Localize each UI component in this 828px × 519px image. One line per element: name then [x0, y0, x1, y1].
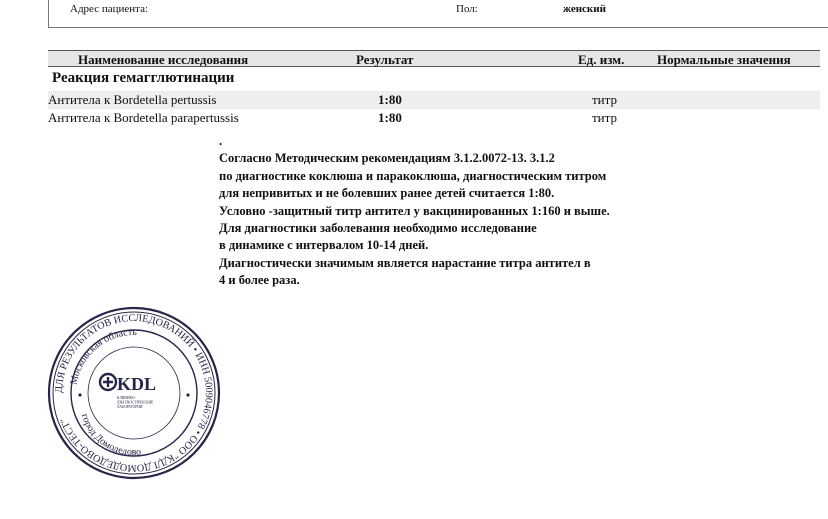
kdl-logo-icon [100, 374, 156, 409]
row-test-name: Антитела к Bordetella parapertussis [48, 110, 239, 125]
note-dot: . [219, 134, 223, 148]
section-title: Реакция гемагглютинации [52, 70, 235, 86]
note-line: для непривитых и не болевших ранее детей считается 1:80. [219, 186, 555, 201]
row-unit: титр [592, 92, 617, 107]
row-result: 1:80 [378, 110, 402, 125]
row-unit: титр [592, 110, 617, 125]
header-unit: Ед. изм. [578, 52, 625, 67]
note-line: Для диагностики заболевания необходимо исследование [219, 221, 537, 236]
row-test-name: Антитела к Bordetella pertussis [48, 92, 217, 107]
patient-address-label: Адрес пациента: [70, 3, 149, 15]
stamp-logo-caption-3: ЛАБОРАТОРИИ [117, 405, 143, 409]
header-test-name: Наименование исследования [78, 52, 249, 67]
stamp-outer-textpath: ДЛЯ РЕЗУЛЬТАТОВ ИССЛЕДОВАНИЙ • ИНН 5009046778 • ООО "КДЛ ДОМОДЕДОВО-ТЕСТ" [53, 312, 215, 474]
stamp-logo-text: KDL [117, 374, 157, 394]
note-line: Условно -защитный титр антител у вакцинированных 1:160 и выше. [219, 203, 610, 218]
row-result: 1:80 [378, 92, 402, 107]
stamp-inner-top-textpath: Московская область [68, 326, 137, 386]
header-result: Результат [356, 52, 414, 67]
patient-info-box [48, 0, 828, 28]
note-line: Согласно Методическим рекомендациям 3.1.2.0072-13. 3.1.2 [219, 151, 555, 166]
stamp-logo-caption-2: ДИАГНОСТИЧЕСКИЕ [117, 400, 154, 405]
note-line: 4 и более раза. [219, 273, 300, 288]
note-line: по диагностике коклюша и паракоклюша, диагностическим титром [219, 168, 607, 183]
results-table-header [48, 50, 820, 67]
stamp-logo-caption-1: КЛИНИКО- [117, 396, 136, 400]
laboratory-stamp [46, 305, 222, 481]
header-normal-values: Нормальные значения [657, 52, 791, 67]
patient-sex-value: женский [563, 3, 606, 15]
table-row [48, 91, 820, 109]
methodology-note [219, 133, 610, 290]
stamp-inner-bottom-textpath: город Домодедово [78, 412, 142, 459]
patient-sex-label: Пол: [456, 3, 478, 15]
note-line: Диагностически значимым является нарастание титра антител в [219, 255, 591, 270]
table-row [48, 109, 820, 127]
note-line: в динамике с интервалом 10-14 дней. [219, 238, 429, 253]
